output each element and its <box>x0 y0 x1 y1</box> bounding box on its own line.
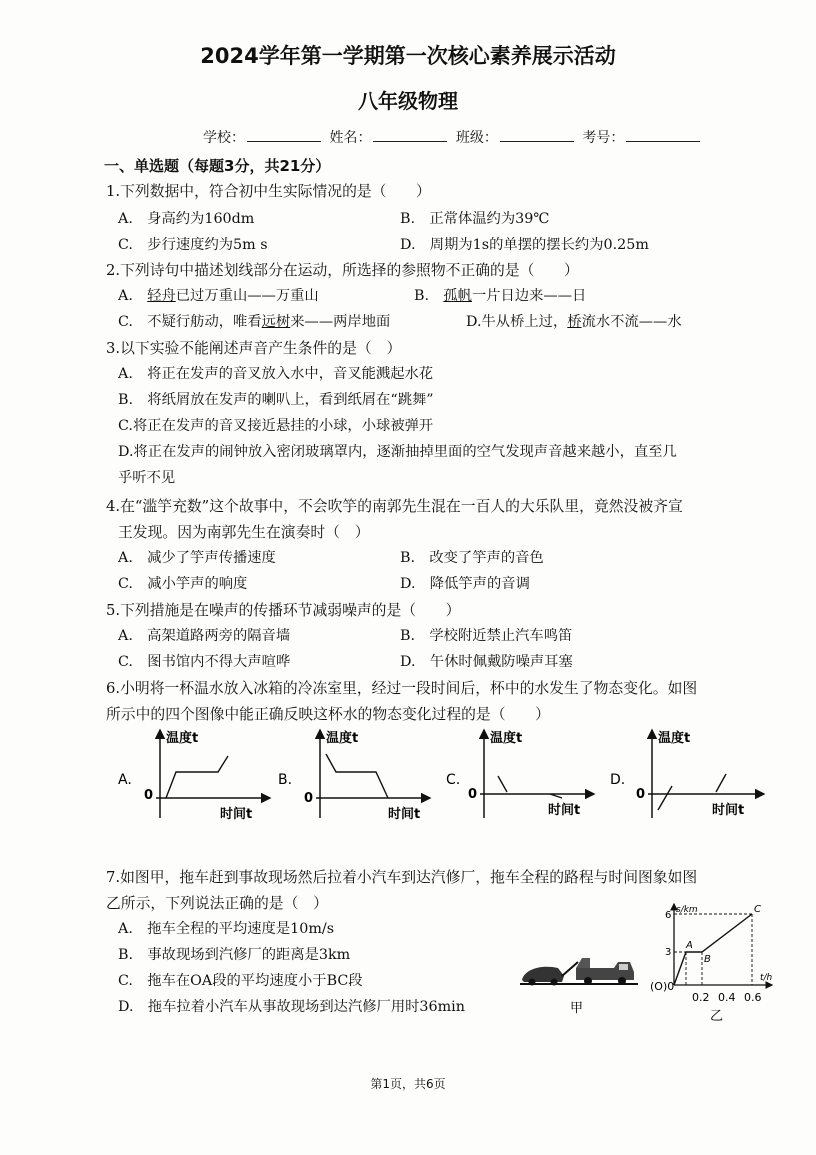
graph-c-ylabel: 温度t <box>490 731 523 746</box>
graph-c-curve-1 <box>498 776 507 792</box>
q5-option-d: D. 午休时佩戴防噪声耳塞 <box>400 654 573 670</box>
q5-option-b: B. 学校附近禁止汽车鸣笛 <box>400 628 573 644</box>
q1-option-a: A. 身高约为160dm <box>118 211 255 227</box>
yi-point-b: B <box>704 954 711 965</box>
q4-option-b: B. 改变了竽声的音色 <box>400 550 544 566</box>
graph-d-curve-1 <box>658 786 672 810</box>
page-footer: 第1页，共6页 <box>370 1077 446 1091</box>
q3-option-d-line2: 乎听不见 <box>118 470 176 486</box>
q6-graph-a <box>118 730 270 822</box>
graph-b-curve <box>326 754 388 798</box>
q5-option-c: C. 图书馆内不得大声喧哗 <box>118 654 291 670</box>
q7-option-b: B. 事故现场到汽修厂的距离是3km <box>118 947 351 963</box>
yi-tick-04: 0.4 <box>718 991 736 1004</box>
class-blank[interactable] <box>500 129 574 142</box>
graph-a-ylabel: 温度t <box>166 731 199 746</box>
school-blank[interactable] <box>247 129 321 142</box>
q1-option-b: B. 正常体温约为39℃ <box>400 211 550 227</box>
graph-d-origin: 0 <box>636 787 646 802</box>
q3-stem: 3.以下实验不能阐述声音产生条件的是（ ） <box>106 340 402 357</box>
q6-stem-line1: 6.小明将一杯温水放入冰箱的冷冻室里，经过一段时间后，杯中的水发生了物态变化。如图 <box>106 680 698 697</box>
q2-option-d: D.牛从桥上过，桥流水不流——水 <box>466 314 682 330</box>
q2-option-b: B. 孤帆一片日边来——日 <box>414 288 587 304</box>
q6-graph-c <box>446 730 594 818</box>
graph-a-origin: 0 <box>144 788 154 803</box>
tow-boom <box>562 962 578 976</box>
truck-wheel <box>618 977 626 985</box>
q2-option-a: A. 轻舟已过万重山——万重山 <box>118 288 319 304</box>
q2-stem: 2.下列诗句中描述划线部分在运动，所选择的参照物不正确的是（ ） <box>106 262 579 279</box>
q4-option-d: D. 降低竽声的音调 <box>400 576 530 592</box>
q7-stem-line1: 7.如图甲，拖车赶到事故现场然后拉着小汽车到达汽修厂，拖车全程的路程与时间图象如图 <box>106 869 698 886</box>
q7-option-a: A. 拖车全程的平均速度是10m/s <box>118 921 335 937</box>
q7-stem-line2: 乙所示，下列说法正确的是（ ） <box>106 895 328 912</box>
exam-number-label: 考号： <box>582 130 625 146</box>
q4-option-c: C. 减小竽声的响度 <box>118 576 248 592</box>
q6-stem-line2: 所示中的四个图像中能正确反映这杯水的物态变化过程的是（ ） <box>106 706 550 723</box>
graph-c-origin: 0 <box>468 787 478 802</box>
yi-origin: (O)0 <box>650 980 675 993</box>
school-label: 学校： <box>203 130 245 146</box>
q1-option-c: C. 步行速度约为5m s <box>118 237 268 253</box>
yi-ylabel: s/km <box>676 905 698 915</box>
graph-b-xlabel: 时间t <box>388 807 421 822</box>
graph-c-label: C. <box>446 772 461 788</box>
truck-window <box>619 964 628 970</box>
graph-b-label: B. <box>278 772 293 788</box>
q7-option-d: D. 拖车拉着小汽车从事故现场到达汽修厂用时36min <box>118 999 465 1015</box>
yi-xlabel: t/h <box>760 973 773 983</box>
towed-car-icon <box>522 967 564 982</box>
q1-stem: 1.下列数据中，符合初中生实际情况的是（ ） <box>106 183 431 200</box>
q3-option-d-line1: D.将正在发声的闹钟放入密闭玻璃罩内，逐渐抽掉里面的空气发现声音越来越小，直至几 <box>118 444 677 460</box>
q3-option-c: C.将正在发声的音叉接近悬挂的小球，小球被弹开 <box>118 418 434 434</box>
yi-tick-3: 3 <box>665 947 672 958</box>
towed-car-wheel <box>529 979 536 986</box>
q7-figure-jia <box>518 940 642 1018</box>
q4-stem-line1: 4.在“滥竽充数”这个故事中，不会吹竽的南郭先生混在一百人的大乐队里，竟然没被齐宣 <box>106 498 683 515</box>
graph-a-xlabel: 时间t <box>220 807 253 822</box>
graph-d-xlabel: 时间t <box>712 803 745 818</box>
q3-option-b: B. 将纸屑放在发声的喇叭上，看到纸屑在“跳舞” <box>118 392 434 408</box>
graph-d-label: D. <box>610 772 626 788</box>
graph-d-curve-2 <box>716 774 726 792</box>
graph-a-label: A. <box>118 772 132 788</box>
yi-tick-02: 0.2 <box>692 991 710 1004</box>
q7-option-c: C. 拖车在OA段的平均速度小于BC段 <box>118 973 363 989</box>
q6-graphs <box>100 722 780 830</box>
graph-d-ylabel: 温度t <box>658 731 691 746</box>
exam-subtitle: 八年级物理 <box>358 89 458 113</box>
name-blank[interactable] <box>373 129 447 142</box>
graph-a-curve <box>166 756 228 798</box>
yi-tick-6: 6 <box>665 910 672 921</box>
exam-number-blank[interactable] <box>626 129 700 142</box>
yi-point-c: C <box>754 904 761 915</box>
graph-b-ylabel: 温度t <box>326 731 359 746</box>
figure-yi-caption: 乙 <box>710 1009 724 1024</box>
student-info-row <box>203 127 704 147</box>
q5-option-a: A. 高架道路两旁的隔音墙 <box>118 628 291 644</box>
figure-jia-caption: 甲 <box>570 1001 584 1016</box>
q2-option-c: C. 不疑行舫动，唯看远树来——两岸地面 <box>118 314 391 330</box>
towed-car-wheel <box>551 979 558 986</box>
q5-stem: 5.下列措施是在噪声的传播环节减弱噪声的是（ ） <box>106 602 461 619</box>
q6-graph-d <box>610 730 764 818</box>
q6-graph-b <box>278 730 430 822</box>
q3-option-a: A. 将正在发声的音叉放入水中，音叉能溅起水花 <box>118 366 434 382</box>
truck-wheel <box>584 977 592 985</box>
graph-b-origin: 0 <box>304 791 314 806</box>
q7-figure-yi <box>644 900 784 1030</box>
class-label: 班级： <box>455 130 498 146</box>
name-label: 姓名： <box>329 130 372 146</box>
q4-stem-line2: 王发现。因为南郭先生在演奏时（ ） <box>118 524 370 541</box>
yi-tick-06: 0.6 <box>744 991 762 1004</box>
yi-point-a: A <box>686 940 693 951</box>
q4-option-a: A. 减少了竽声传播速度 <box>118 550 276 566</box>
exam-title: 2024学年第一学期第一次核心素养展示活动 <box>200 44 616 68</box>
section-heading: 一、单选题（每题3分，共21分） <box>104 157 331 175</box>
graph-c-xlabel: 时间t <box>548 803 581 818</box>
q1-option-d: D. 周期为1s的单摆的摆长约为0.25m <box>400 237 649 253</box>
